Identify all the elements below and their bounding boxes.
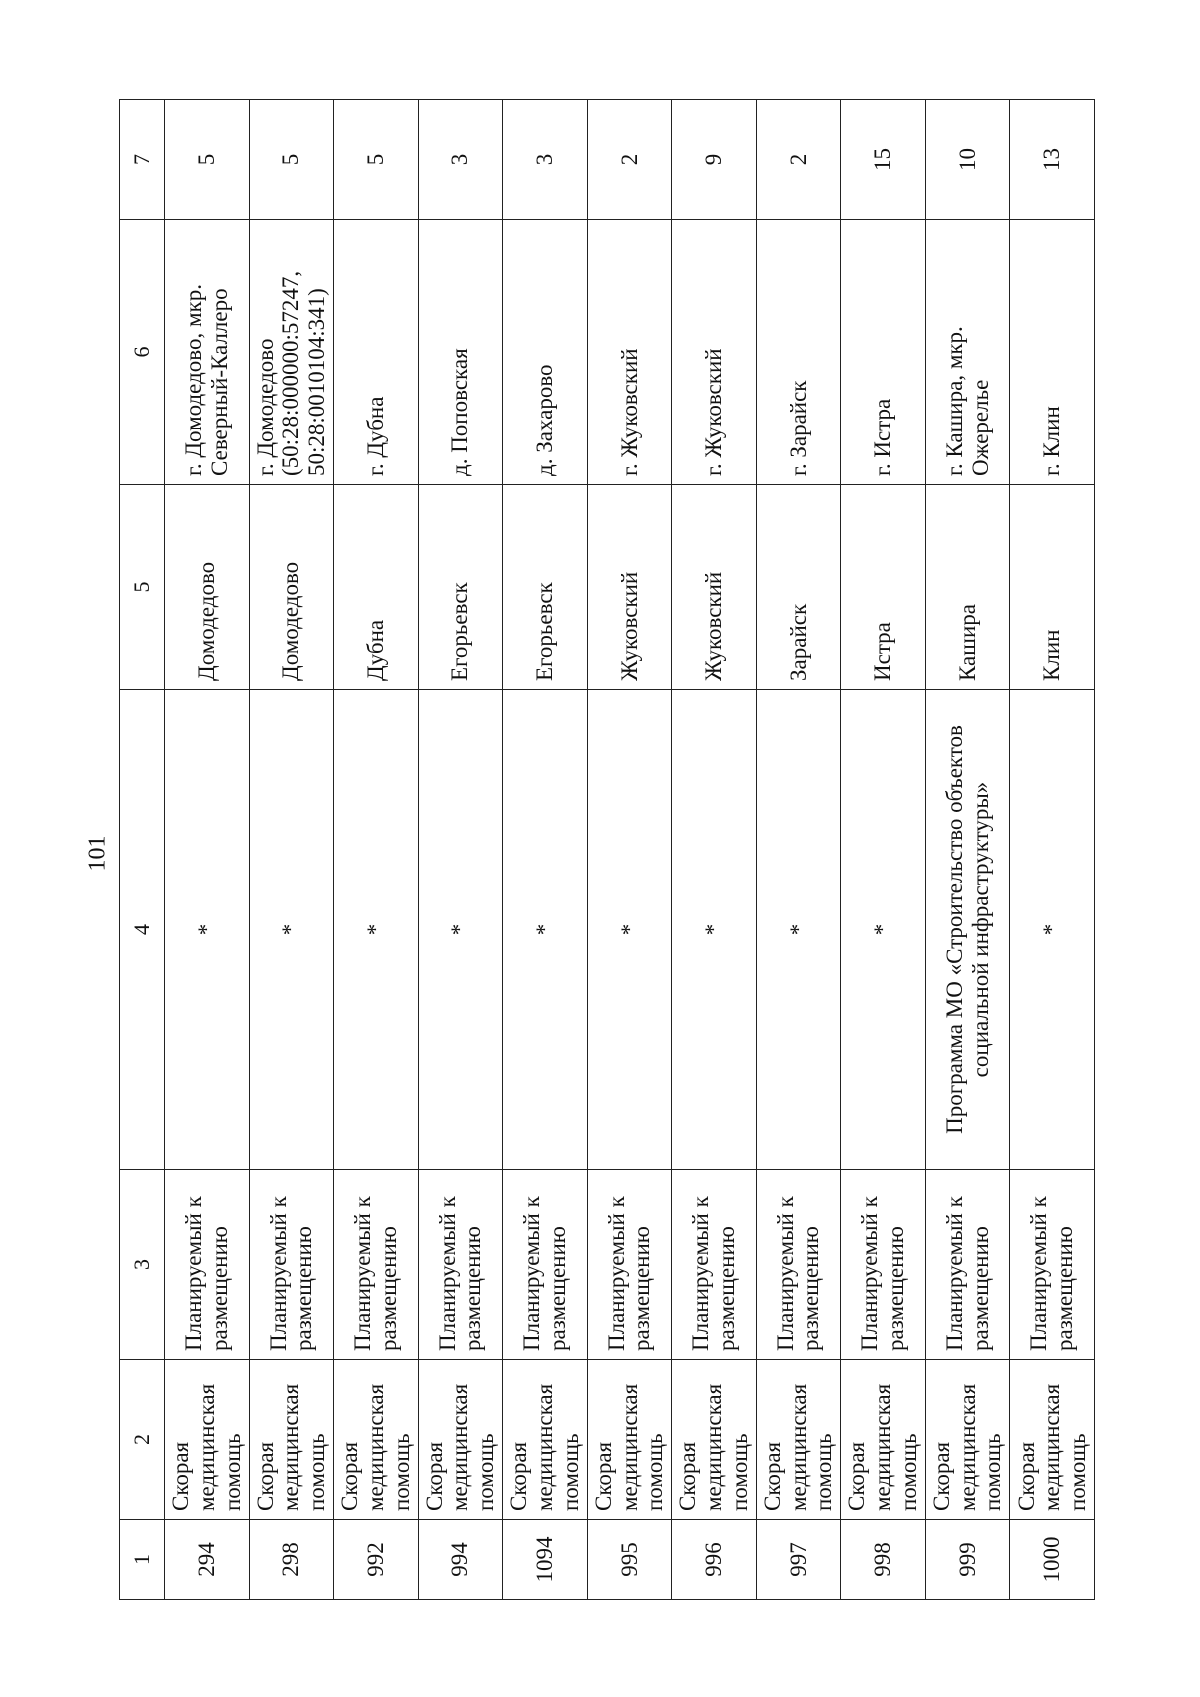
column-header: 3	[120, 1170, 165, 1360]
location-cell: г. Зарайск	[756, 220, 841, 485]
value-cell: 9	[672, 100, 757, 220]
service-type: Скорая медицинская помощь	[1010, 1360, 1095, 1520]
location-cell: г. Жуковский	[587, 220, 672, 485]
header-row	[120, 100, 165, 1600]
table-row	[1010, 100, 1095, 1600]
table-row	[503, 100, 588, 1600]
placement-status: Планируемый к размещению	[334, 1170, 419, 1360]
value-cell: 5	[249, 100, 334, 220]
placement-status: Планируемый к размещению	[587, 1170, 672, 1360]
value-cell: 3	[418, 100, 503, 220]
row-number: 996	[672, 1520, 757, 1600]
table-row	[334, 100, 419, 1600]
placement-status: Планируемый к размещению	[249, 1170, 334, 1360]
row-number: 294	[165, 1520, 250, 1600]
program-cell: Программа МО «Строительство объектов социальной инфраструктуры»	[925, 690, 1010, 1170]
table-row	[925, 100, 1010, 1600]
rotated-table-frame	[119, 100, 1095, 1600]
row-number: 994	[418, 1520, 503, 1600]
district-cell: Домодедово	[249, 485, 334, 690]
value-cell: 2	[756, 100, 841, 220]
service-type: Скорая медицинская помощь	[756, 1360, 841, 1520]
program-cell: *	[587, 690, 672, 1170]
service-type: Скорая медицинская помощь	[165, 1360, 250, 1520]
table-row	[672, 100, 757, 1600]
column-header: 6	[120, 220, 165, 485]
district-cell: Кашира	[925, 485, 1010, 690]
table-body	[165, 100, 1095, 1600]
location-cell: г. Кашира, мкр. Ожерелье	[925, 220, 1010, 485]
column-header: 1	[120, 1520, 165, 1600]
row-number: 995	[587, 1520, 672, 1600]
placement-status: Планируемый к размещению	[925, 1170, 1010, 1360]
value-cell: 10	[925, 100, 1010, 220]
row-number: 998	[841, 1520, 926, 1600]
district-cell: Зарайск	[756, 485, 841, 690]
district-cell: Дубна	[334, 485, 419, 690]
row-number: 298	[249, 1520, 334, 1600]
table-row	[587, 100, 672, 1600]
row-number: 999	[925, 1520, 1010, 1600]
location-cell: г. Домодедово (50:28:000000:57247, 50:28:0010104:341)	[249, 220, 334, 485]
program-cell: *	[756, 690, 841, 1170]
table-container	[119, 100, 1095, 1600]
row-number: 1000	[1010, 1520, 1095, 1600]
value-cell: 15	[841, 100, 926, 220]
service-type: Скорая медицинская помощь	[249, 1360, 334, 1520]
placement-status: Планируемый к размещению	[503, 1170, 588, 1360]
table-row	[841, 100, 926, 1600]
district-cell: Егорьевск	[418, 485, 503, 690]
program-cell: *	[1010, 690, 1095, 1170]
table-row	[165, 100, 250, 1600]
program-cell: *	[165, 690, 250, 1170]
service-type: Скорая медицинская помощь	[503, 1360, 588, 1520]
service-type: Скорая медицинская помощь	[418, 1360, 503, 1520]
table-row	[418, 100, 503, 1600]
value-cell: 13	[1010, 100, 1095, 220]
row-number: 1094	[503, 1520, 588, 1600]
program-cell: *	[503, 690, 588, 1170]
district-cell: Жуковский	[672, 485, 757, 690]
placement-status: Планируемый к размещению	[756, 1170, 841, 1360]
location-cell: д. Захарово	[503, 220, 588, 485]
placement-status: Планируемый к размещению	[841, 1170, 926, 1360]
location-cell: г. Домодедово, мкр. Северный-Каллеро	[165, 220, 250, 485]
value-cell: 5	[165, 100, 250, 220]
district-cell: Домодедово	[165, 485, 250, 690]
value-cell: 3	[503, 100, 588, 220]
location-cell: д. Поповская	[418, 220, 503, 485]
value-cell: 2	[587, 100, 672, 220]
service-type: Скорая медицинская помощь	[841, 1360, 926, 1520]
service-type: Скорая медицинская помощь	[334, 1360, 419, 1520]
placement-status: Планируемый к размещению	[1010, 1170, 1095, 1360]
table-row	[249, 100, 334, 1600]
location-cell: г. Клин	[1010, 220, 1095, 485]
service-type: Скорая медицинская помощь	[925, 1360, 1010, 1520]
location-cell: г. Дубна	[334, 220, 419, 485]
column-header: 7	[120, 100, 165, 220]
program-cell: *	[418, 690, 503, 1170]
program-cell: *	[672, 690, 757, 1170]
district-cell: Клин	[1010, 485, 1095, 690]
program-cell: *	[841, 690, 926, 1170]
program-cell: *	[334, 690, 419, 1170]
column-header: 2	[120, 1360, 165, 1520]
column-header: 4	[120, 690, 165, 1170]
column-header: 5	[120, 485, 165, 690]
placement-status: Планируемый к размещению	[165, 1170, 250, 1360]
page-number: 101	[84, 835, 111, 872]
row-number: 992	[334, 1520, 419, 1600]
table-row	[756, 100, 841, 1600]
placement-status: Планируемый к размещению	[418, 1170, 503, 1360]
district-cell: Егорьевск	[503, 485, 588, 690]
facilities-table	[119, 99, 1095, 1600]
location-cell: г. Истра	[841, 220, 926, 485]
service-type: Скорая медицинская помощь	[587, 1360, 672, 1520]
row-number: 997	[756, 1520, 841, 1600]
district-cell: Истра	[841, 485, 926, 690]
service-type: Скорая медицинская помощь	[672, 1360, 757, 1520]
district-cell: Жуковский	[587, 485, 672, 690]
value-cell: 5	[334, 100, 419, 220]
program-cell: *	[249, 690, 334, 1170]
location-cell: г. Жуковский	[672, 220, 757, 485]
placement-status: Планируемый к размещению	[672, 1170, 757, 1360]
